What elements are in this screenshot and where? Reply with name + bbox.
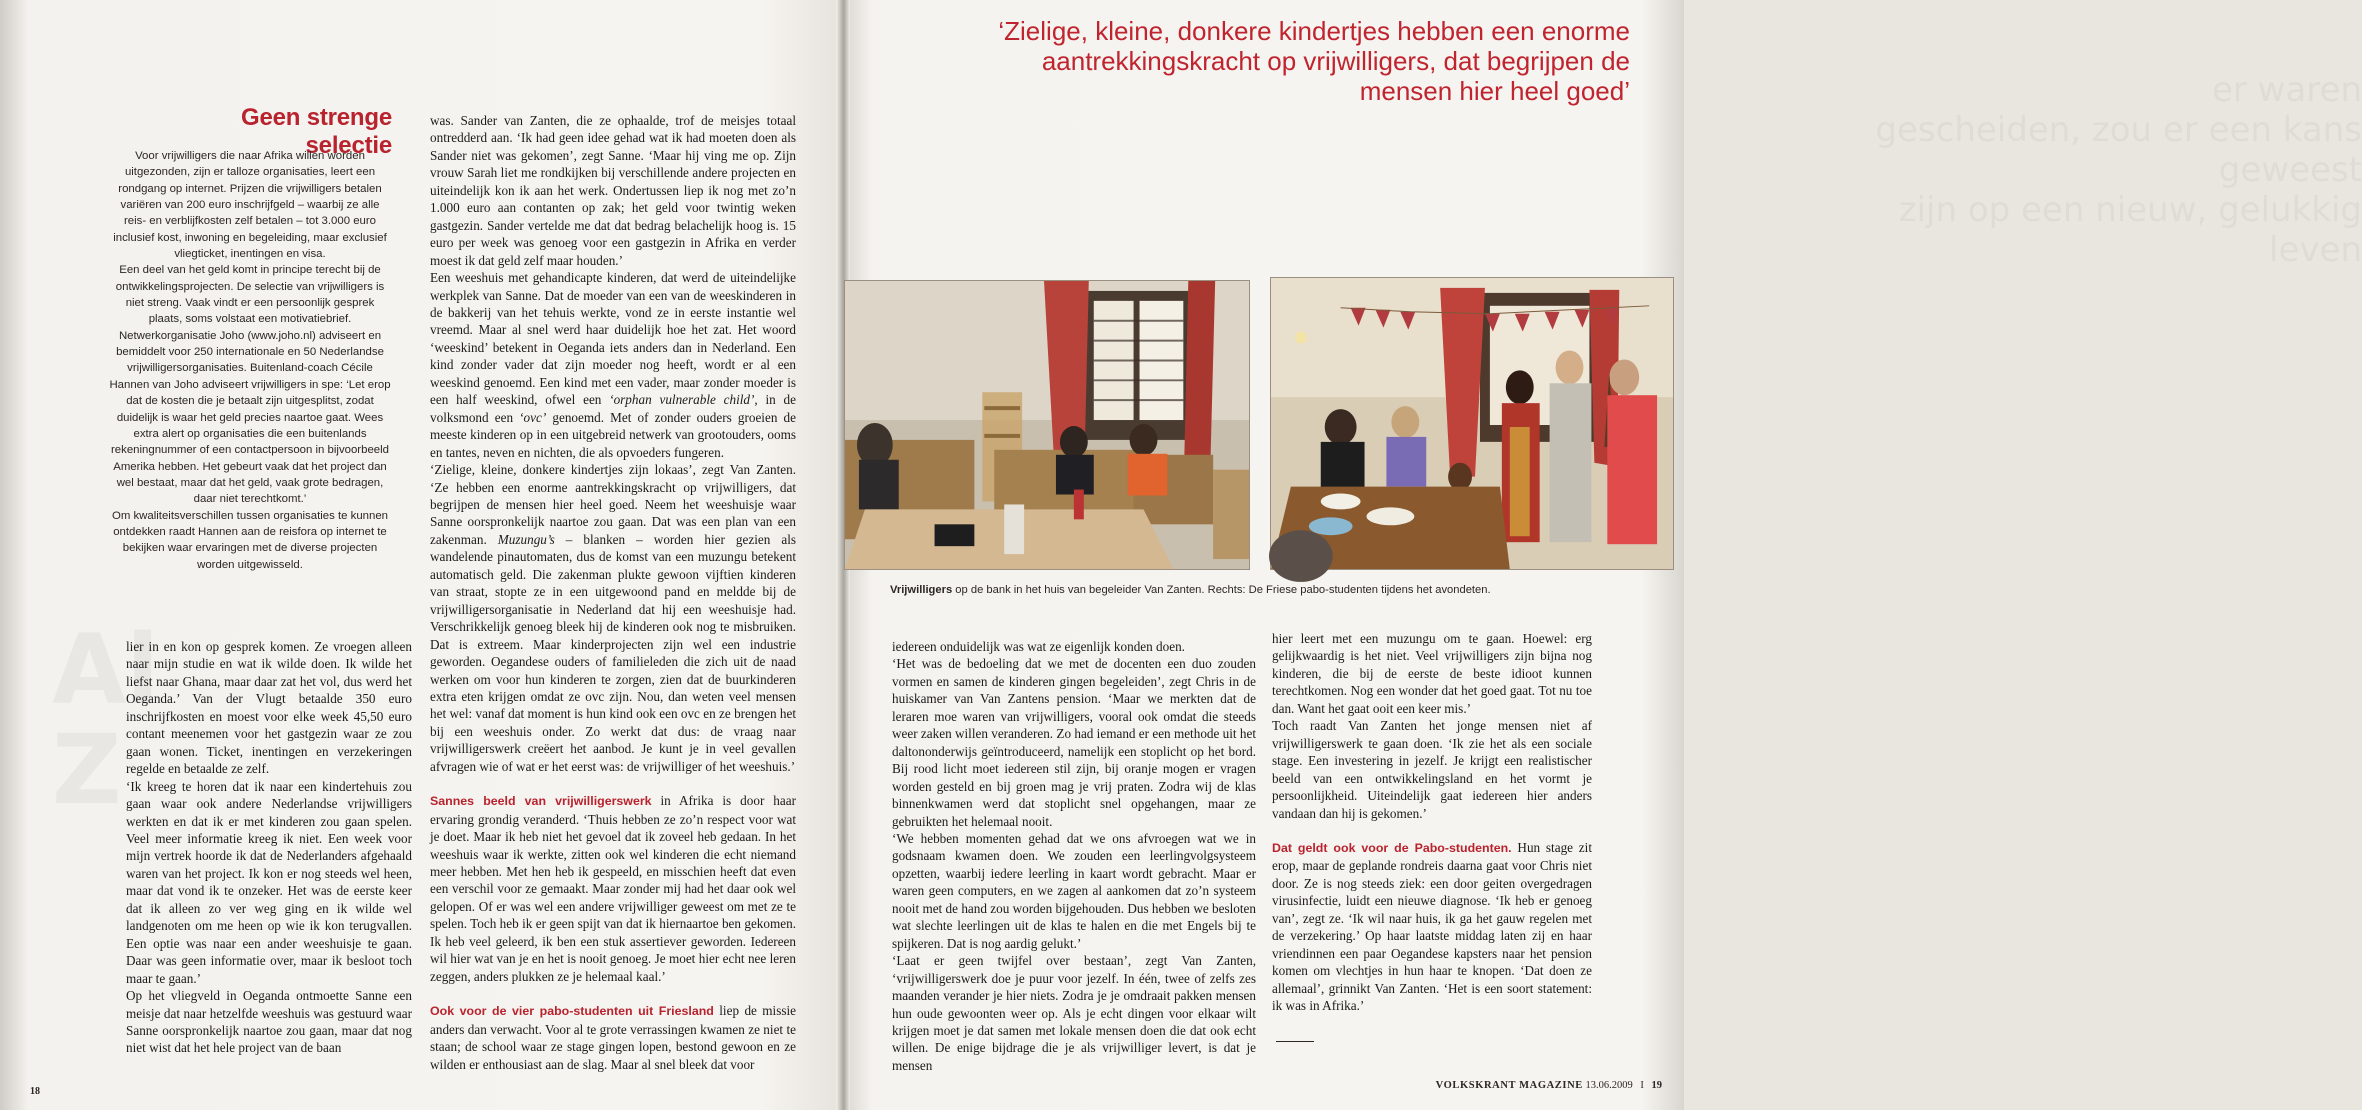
italic-term: Muzungu’s <box>497 531 555 547</box>
photo-students-dinner <box>1270 277 1674 570</box>
footer-separator: I <box>1640 1080 1644 1091</box>
sidebar-body <box>108 148 392 573</box>
issue-date: 13.06.2009 <box>1585 1080 1633 1091</box>
sidebar-paragraph: Voor vrijwilligers die naar Afrika willen worden uitgezonden, zijn er talloze organisaties, leert een rondgang op internet. Prijzen die vrijwilligers betalen variëren van 200 euro inschrijfgeld – waarbij ze alle reis- en verblijfkosten zelf betalen – tot 3.000 euro inclusief kost, inwoning en begeleiding, maar exclusief vliegticket, inentingen en visa. <box>113 150 387 261</box>
caption-lead: Vrijwilligers <box>890 584 953 596</box>
article-paragraph: Sannes beeld van vrijwilligerswerk in Afrika is door haar ervaring grondig veranderd. ‘Thuis hebben ze zo’n respect voor wat je doet. Maar ik heb niet het gevoel dat ik zoveel heb gedaan. In het weeshuis waar ik werkte, zitten ook wel kinderen die echt niemand meer hebben. Met hen heb ik gespeeld, en misschien heeft dat even een verschil voor ze gemaakt. Maar zonder mij had het daar ook wel gelopen. Of er was wel een andere vrijwilliger geweest om met ze te spelen. Toch heb ik er geen spijt van dat ik hiernaartoe ben gekomen. Ik heb veel geleerd, ik ben een stuk assertiever geworden. Iedereen wil hier wat van je en het is nooit genoeg. Je moet hier echt nee leren zeggen, anders plukken ze je helemaal kaal.’ <box>430 793 796 984</box>
end-rule <box>1276 1041 1314 1042</box>
page-footer-right <box>1436 1080 1662 1091</box>
sidebar-paragraph: Een deel van het geld komt in principe terecht bij de ontwikkelingsprojecten. De selectie van vrijwilligers is niet streng. Vaak vindt er een persoonlijk gesprek plaats, soms volstaat een motivatiebrief. Netwerkorganisatie Joho (www.joho.nl) adviseert en bemiddelt voor 250 internationale en 50 Nederlandse vrijwilligersorganisaties. Buitenland-coach Cécile Hannen van Joho adviseert vrijwilligers in spe: ‘Let erop dat de kosten die je betaalt zijn uitgesplitst, zodat duidelijk is waar het geld precies naartoe gaat. Wees extra alert op organisaties die een buitenlands rekeningnummer of een contactpersoon in bijvoorbeeld Amerika hebben. Het gebeurt vaak dat het project dan wel bestaat, maar dat het geld, vaak grote bedragen, daar niet terechtkomt.’ <box>109 264 391 506</box>
article-paragraph: iedereen onduidelijk was wat ze eigenlijk konden doen. <box>892 639 1185 654</box>
section-lead-in: Sannes beeld van vrijwilligerswerk <box>430 794 652 809</box>
ghost-bleedthrough: Al Z <box>52 614 160 826</box>
article-column-left-2 <box>430 112 796 1073</box>
article-paragraph: Toch raadt Van Zanten het jonge mensen niet af vrijwilligerswerk te gaan doen. ‘Ik zie het als een sociale stage. Een investering in jezelf. Je krijgt een realistischer beeld van een ontwikkelingsland en het vormt je persoonlijkheid. Uiteindelijk gaat iedereen hier anders vandaan dan hij is gekomen.’ <box>1272 718 1592 821</box>
article-paragraph: lier in en kon op gesprek komen. Ze vroegen alleen naar mijn studie en wat ik wilde doen. Ik wilde het liefst naar Ghana, maar daar zat het vol, dus werd het Oeganda.’ Van der Vlugt betaalde 350 euro inschrijfkosten en moest voor elke week 45,50 euro contant meenemen voor het gastgezin waar ze zou gaan wonen. Ticket, inentingen en verzekeringen regelde en betaalde ze zelf. <box>126 639 412 777</box>
italic-term: ‘ovc’ <box>519 409 547 425</box>
sidebar-paragraph: Om kwaliteitsverschillen tussen organisaties te kunnen ontdekken raadt Hannen aan de reisfora op internet te bekijken waar ervaringen met de diverse projecten worden uitgewisseld. <box>111 509 389 571</box>
photo-caption <box>890 584 1630 596</box>
photo-volunteers-couch-image <box>845 281 1249 569</box>
italic-term: ‘orphan vulnerable child’ <box>609 392 755 408</box>
article-paragraph: Dat geldt ook voor de Pabo-studenten. Hun stage zit erop, maar de geplande rondreis daarna gaat voor Chris niet door. Ze is nog steeds ziek: een door geiten overgedragen virusinfectie, luidt een nieuwe diagnose. ‘Ik heb er genoeg van’, zegt ze. ‘Ik wil naar huis, ik ga het gauw regelen met de verzekering.’ Op haar laatste middag laten zij en haar vriendinnen een paar Oegandese kapsters naar het pension komen om vlechtjes in hun haar te knopen. ‘Dat doen ze allemaal’, grinnikt Van Zanten. ‘Het is een soort statement: ik was in Afrika.’ <box>1272 839 1592 1014</box>
article-paragraph: ‘Laat er geen twijfel over bestaan’, zegt Van Zanten, ‘vrijwilligerswerk doe je puur voor jezelf. In één, twee of zelfs zes maanden verander je hier niets. Zodra je je omdraait pakken mensen hun oude gewoonten weer op. Als je echt dingen voor elkaar wilt krijgen moet je dat samen met lokale mensen doen die dat ook echt willen. De enige bijdrage die je als vrijwilliger levert, is dat je mensen <box>892 953 1256 1073</box>
section-lead-in: Dat geldt ook voor de Pabo-studenten. <box>1272 840 1512 855</box>
article-paragraph: Op het vliegveld in Oeganda ontmoette Sanne een meisje dat naar hetzelfde weeshuis was gestuurd waar Sanne oorspronkelijk naartoe zou gaan, maar dat nog niet wist dat het hele project van de baan <box>126 988 412 1056</box>
article-paragraph: hier leert met een muzungu om te gaan. Hoewel: erg gelijkwaardig is het niet. Veel vrijwilligers zijn bijna nog kinderen, die bij de eerste de beste idioot kunnen terechtkomen. Nog een wonder dat het goed gaat. Tot nu toe dan. Want het gaat ooit een keer mis.’ <box>1272 631 1592 716</box>
article-paragraph: ‘Zielige, kleine, donkere kindertjes zijn lokaas’, zegt Van Zanten. ‘Ze hebben een enorme aantrekkingskracht op vrijwilligers, dat begrijpen de mensen hier heel goed. Neem het weeshuisje waar Sanne oorspronkelijk naartoe zou gaan. Dat was een plan van een zakenman. Muzungu’s – blanken – worden hier gezien als wandelende pinautomaten, dus de komst van een muzungu betekent automatisch geld. Die zakenman plukte gewoon vijftien kinderen van straat, stopte ze in een uitgewoond pand en meldde bij de vrijwilligersorganisatie in Nederland dat hij een weeshuisje had. Verschrikkelijk genoeg bleek hij de kinderen ook nog te misbruiken. Dat is extreem. Maar kinderprojecten zijn wel een industrie geworden. Oegandese ouders of familieleden die zich uit de naad werken om voor hun kinderen te zorgen, zien dat de buurkinderen extra eten krijgen omdat ze ovc zijn. Nou, dan weten veel mensen het wel: vanaf dat moment is hun kind ook een ovc en ze brengen het bij een weeshuis onder. Zo werkt dat dus: de vraag naar vrijwilligerswerk creëert het aanbod. Je kunt je in veel gevallen afvragen wie of wat er het eerst was: de vrijwilliger of het weeshuis.’ <box>430 462 797 774</box>
article-paragraph: Ook voor de vier pabo-studenten uit Friesland liep de missie anders dan verwacht. Voor al te grote verrassingen kwamen ze niet te staan; de school waar ze stage gingen lopen, bestond gewoon en ze wilden er enthousiast aan de slag. Maar al snel bleek dat voor <box>430 1003 796 1072</box>
caption-text: op de bank in het huis van begeleider Van Zanten. Rechts: De Friese pabo-studenten tijdens het avondeten. <box>952 584 1491 596</box>
page-number-left: 18 <box>30 1086 40 1097</box>
article-paragraph: ‘Het was de bedoeling dat we met de docenten een duo zouden vormen en samen de kinderen gingen begeleiden’, zegt Chris in de huiskamer van Van Zantens pension. ‘Maar we merkten dat de leraren moe waren van vrijwilligers, vooral ook omdat die steeds weer zaken willen veranderen. Zo had iemand er een methode uit het daltononderwijs geïntroduceerd, namelijk een stoplicht op het bord. Bij rood licht moet iedereen stil zijn, bij oranje mogen er vragen worden gesteld en bij groen mag je vrij praten. Zodra wij de klas binnenkwamen werd dat stoplicht snel opgehangen, maar ze gebruikten het helemaal nooit. <box>892 656 1256 829</box>
article-paragraph: Een weeshuis met gehandicapte kinderen, dat werd de uiteindelijke werkplek van Sanne. Dat de moeder van een van de weeskinderen in de bakkerij van het tehuis werkte, vond ze in eerste instantie wel vreemd. Maar al snel werd haar duidelijk hoe het zat. Het woord ‘weeskind’ betekent in Oeganda iets anders dan in Nederland. Een kind zonder vader dat zijn moeder nog heeft, wordt er al een weeskind genoemd. Een kind met een vader, maar zonder moeder is een half weeskind, ofwel een ‘orphan vulnerable child’, in de volksmond een ‘ovc’ genoemd. Met of zonder ouders groeien de meeste kinderen op in een uitgebreid netwerk van grootouders, ooms en tantes, neven en nichten, die als opvoeders fungeren. <box>430 270 796 460</box>
ghost-bleedthrough: er waren gescheiden, zou er een kans geweest zijn op een nieuw, gelukkig leven <box>1875 70 2362 270</box>
article-column-right-2 <box>1272 630 1592 1015</box>
article-paragraph: ‘We hebben momenten gehad dat we ons afvroegen wat we in godsnaam kwamen doen. We zouden een leerlingvolgsysteem opzetten, waarbij iedere leerling in kaart wordt gebracht. Maar er waren geen computers, en we zagen al aankomen dat zo’n systeem nooit met de hand zou worden bijgehouden. Dus hebben we besloten wat slechte leerlingen uit de klas te halen en die met Engels bij te spijkeren. Dat is nog aardig gelukt.’ <box>892 830 1256 951</box>
article-column-left-1 <box>126 638 412 1057</box>
photo-volunteers-couch <box>844 280 1250 570</box>
sidebar-title: Geen strenge selectie <box>241 104 392 159</box>
left-page <box>0 0 842 1110</box>
article-paragraph: ‘Ik kreeg te horen dat ik naar een kindertehuis zou gaan waar ook andere Nederlandse vrijwilligers werkten en dat ik er met kinderen zou gaan spelen. Veel meer informatie kreeg ik niet. Een week voor mijn vertrek hoorde ik dat de Nederlanders afgehaald waren van het project. Ik kon er nog steeds wel heen, maar dat vond ik te onzeker. Het was de eerste keer dat ik alleen zo ver weg ging en ik wilde wel landgenoten om me heen op wie ik kon terugvallen. Een optie was naar een ander weeshuisje te gaan. Daar was geen informatie over, maar ik besloot toch maar te gaan.’ <box>126 778 412 986</box>
section-lead-in: Ook voor de vier pabo-studenten uit Friesland <box>430 1004 714 1019</box>
photo-students-dinner-image <box>1271 278 1673 569</box>
magazine-name: VOLKSKRANT MAGAZINE <box>1435 1080 1583 1091</box>
pull-quote: ‘Zielige, kleine, donkere kindertjes hebben een enorme aantrekkingskracht op vrijwilligers, dat begrijpen de mensen hier heel goed’ <box>998 16 1630 106</box>
article-paragraph: was. Sander van Zanten, die ze ophaalde, trof de meisjes totaal ontredderd aan. ‘Ik had geen idee gehad wat ik had moeten doen als Sander niet was gekomen’, zegt Sanne. ‘Maar hij ving me op. Zijn vrouw Sarah liet me rondkijken bij verschillende andere projecten en uiteindelijk kon ik aan het werk. Ondertussen liep ik nog met zo’n 1.000 euro aan contanten op zak; het geld voor twintig weken gastgezin. Sander vertelde me dat dat bedrag belachelijk hoog is. 15 euro per week was genoeg voor een gastgezin in Afrika en verder moest ik dat geld zelf maar houden.’ <box>430 113 796 268</box>
article-column-right-1 <box>892 638 1256 1074</box>
page-number-right: 19 <box>1651 1080 1662 1091</box>
